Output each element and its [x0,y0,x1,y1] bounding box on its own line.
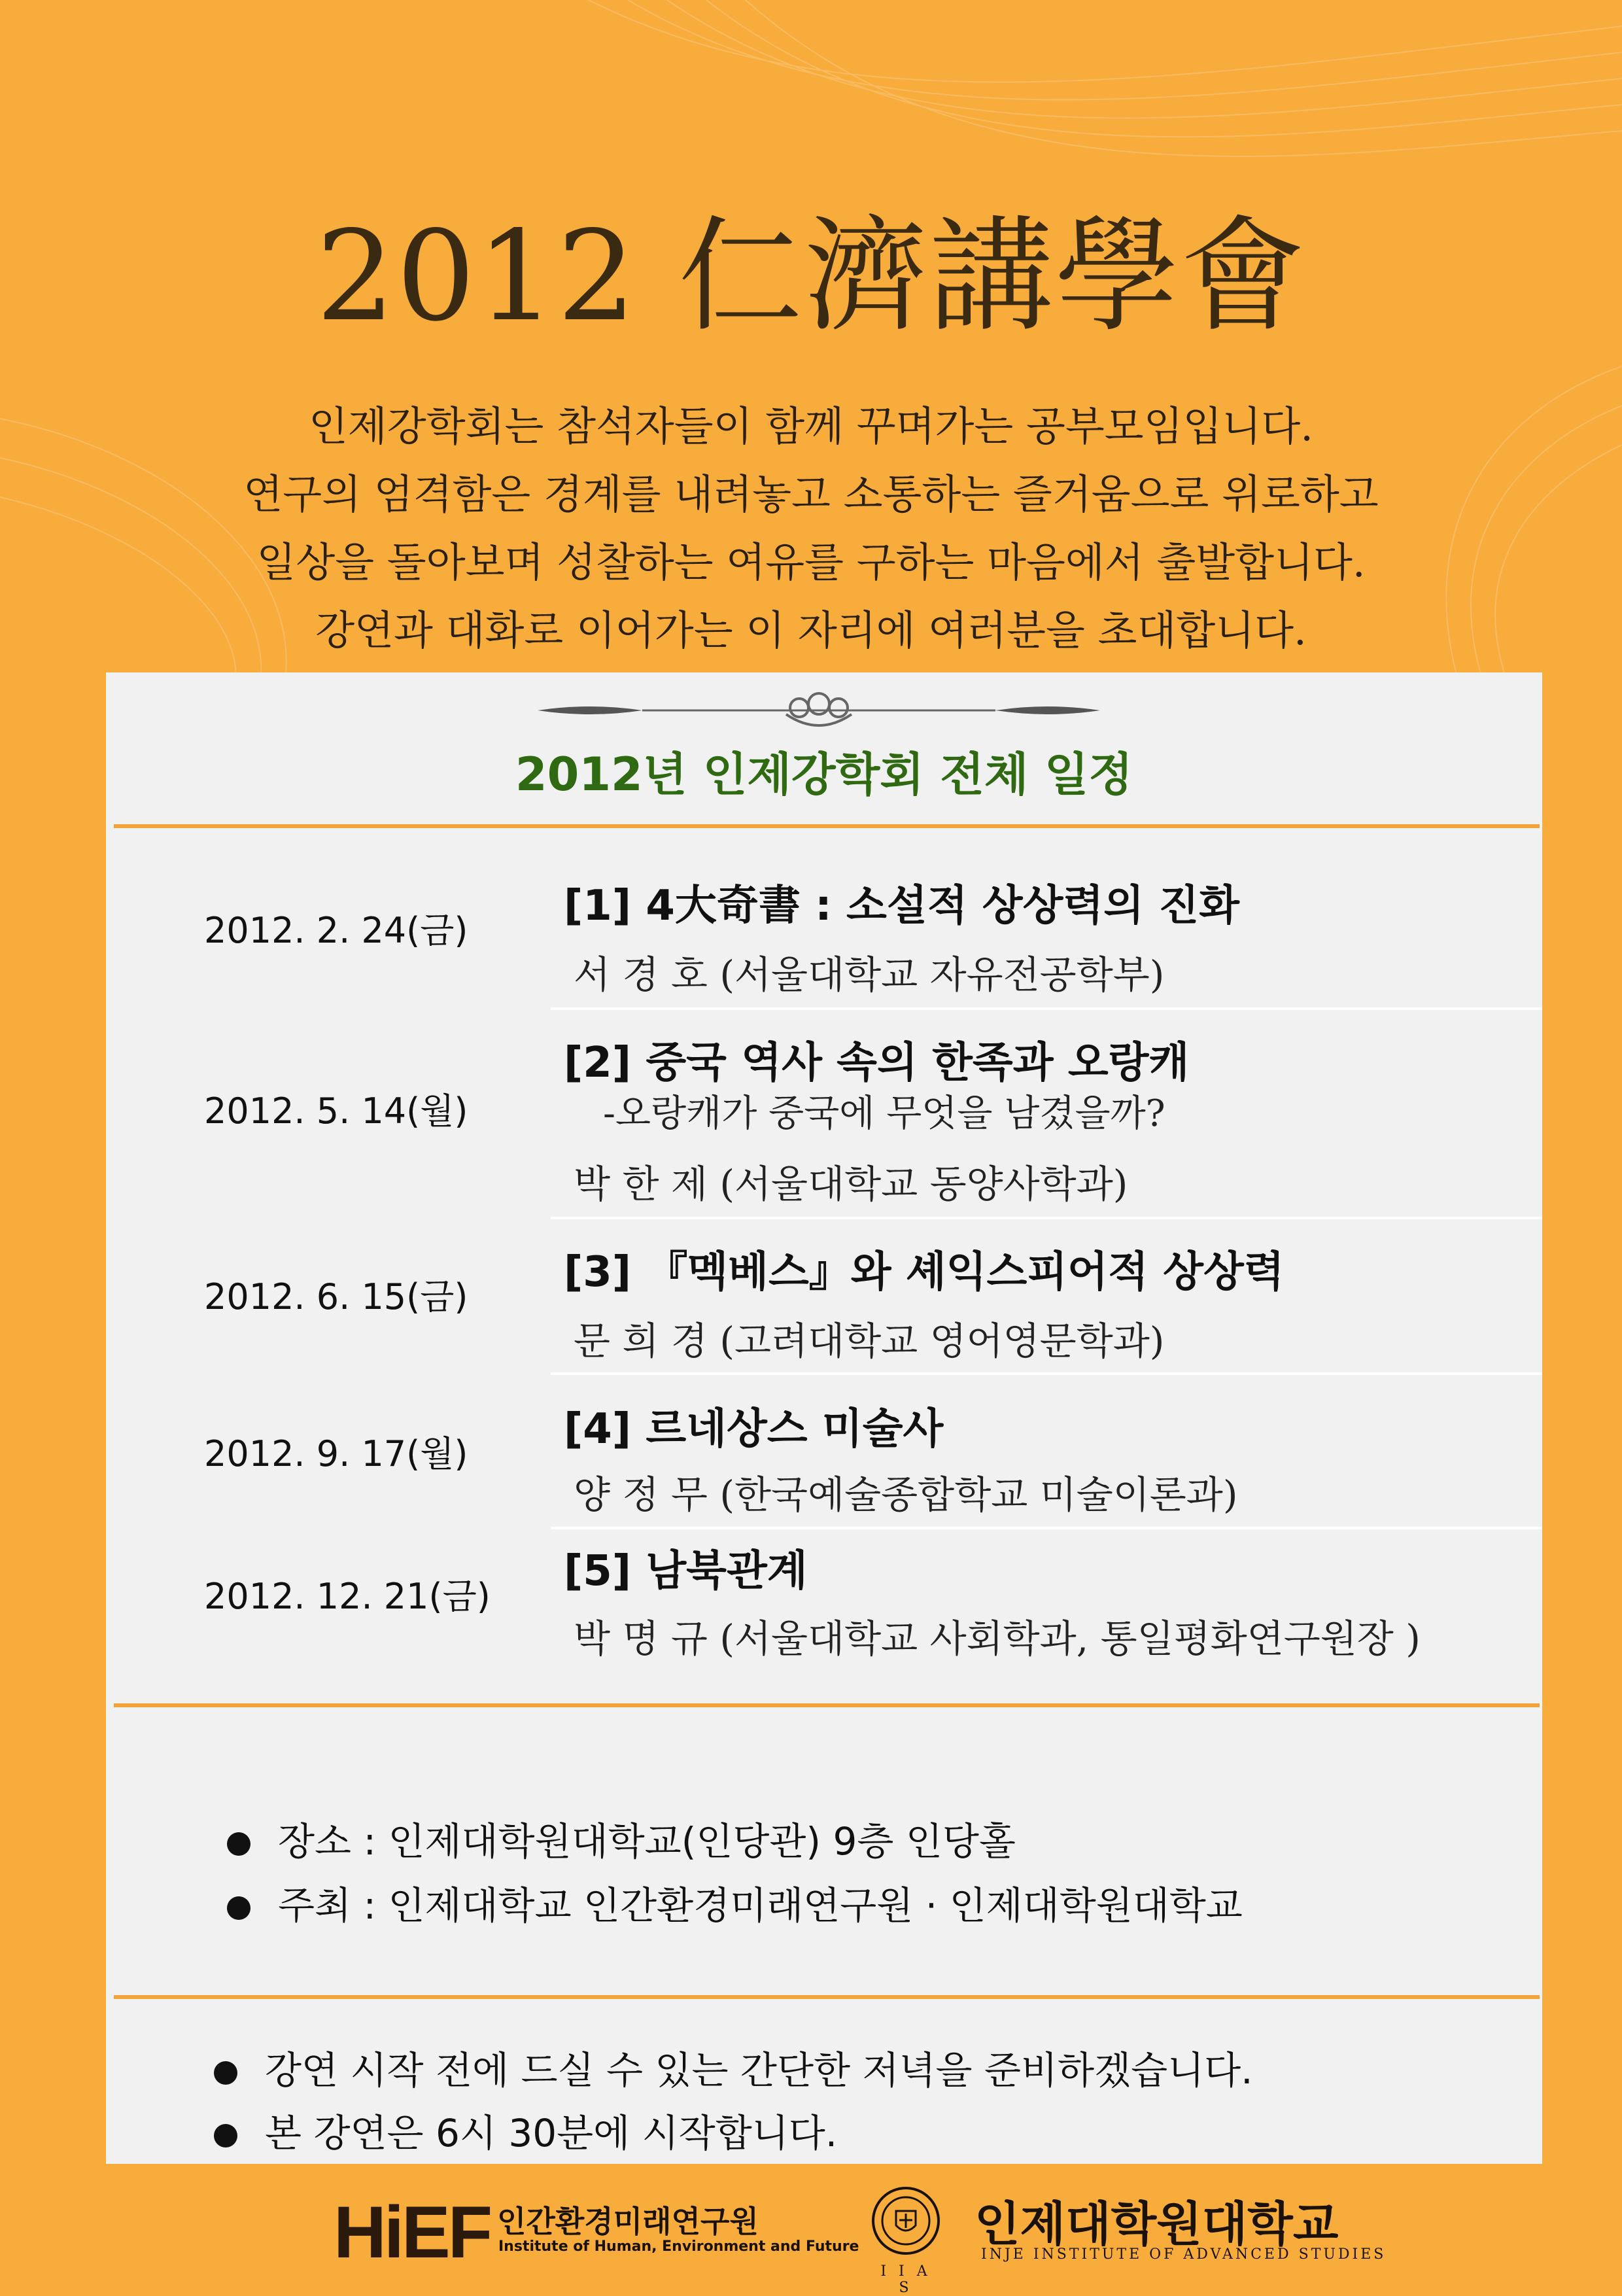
row-separator [551,1217,1542,1219]
intro-line: 일상을 돌아보며 성찰하는 여유를 구하는 마음에서 출발합니다. [256,538,1366,586]
lecture-title: [1] 4大奇書 : 소설적 상상력의 진화 [564,882,1239,930]
lecture-speaker: 박 한 제 (서울대학교 동양사학과) [574,1162,1128,1206]
schedule-title: 2012년 인제강학회 전체 일정 [515,748,1133,801]
divider-line [114,1995,1540,1999]
dinner-note: 강연 시작 전에 드실 수 있는 간단한 저녁을 준비하겠습니다. [265,2048,1253,2093]
schedule-panel [106,672,1542,2164]
row-separator [551,1372,1542,1375]
inje-name: 인제대학원대학교 [975,2197,1339,2252]
start-time-note: 본 강연은 6시 30분에 시작합니다. [265,2111,838,2155]
lecture-title: [4] 르네상스 미술사 [564,1405,944,1453]
footer-logos [0,2165,1622,2294]
lecture-title: [5] 남북관계 [564,1547,808,1595]
row-separator [551,1007,1542,1010]
hief-english-name: Institute of Human, Environment and Future [498,2238,859,2255]
page-title: 2012 仁濟講學會 [316,204,1306,349]
info-item [227,1875,1243,1930]
venue-text: 장소 : 인제대학원대학교(인당관) 9층 인당홀 [278,1819,1016,1864]
divider-line [114,1703,1540,1707]
lecture-speaker: 박 명 규 (서울대학교 사회학과, 통일평화연구원장 ) [574,1616,1421,1661]
intro-line: 인제강학회는 참석자들이 함께 꾸며가는 공부모임입니다. [309,402,1313,450]
hief-logo: HiEF [334,2191,491,2273]
lecture-subtitle: -오랑캐가 중국에 무엇을 남겼을까? [603,1092,1165,1135]
schedule-date: 2012. 5. 14(월) [204,1090,468,1132]
lecture-speaker: 서 경 호 (서울대학교 자유전공학부) [574,952,1165,997]
note-item [214,2040,1253,2095]
schedule-date: 2012. 9. 17(월) [204,1433,468,1474]
inje-english-name: INJE INSTITUTE OF ADVANCED STUDIES [981,2246,1387,2263]
lecture-title: [3] 『멕베스』와 셰익스피어적 상상력 [564,1248,1285,1296]
info-item [227,1811,1016,1866]
row-separator [551,1527,1542,1529]
schedule-date: 2012. 12. 21(금) [204,1576,491,1617]
divider-line [114,824,1540,828]
university-seal-icon [870,2185,942,2257]
intro-line: 강연과 대화로 이어가는 이 자리에 여러분을 초대합니다. [315,606,1307,654]
host-text: 주최 : 인제대학교 인간환경미래연구원 · 인제대학원대학교 [278,1883,1243,1928]
bullet-icon [227,1832,250,1856]
intro-line: 연구의 엄격함은 경계를 내려놓고 소통하는 즐거움으로 위로하고 [243,470,1379,518]
schedule-date: 2012. 2. 24(금) [204,910,468,951]
schedule-date: 2012. 6. 15(금) [204,1276,468,1317]
note-item [214,2102,837,2157]
intro-text [0,392,1622,665]
lecture-speaker: 양 정 무 (한국예술종합학교 미술이론과) [574,1472,1238,1517]
hief-name: 인간환경미래연구원 [497,2204,759,2239]
bullet-icon [214,2124,237,2148]
lecture-title: [2] 중국 역사 속의 한족과 오랑캐 [564,1039,1190,1087]
ornament-divider [525,684,1113,737]
iias-label: I I A S [880,2263,931,2296]
bullet-icon [214,2061,237,2085]
lecture-speaker: 문 희 경 (고려대학교 영어영문학과) [574,1319,1165,1363]
bullet-icon [227,1896,250,1920]
